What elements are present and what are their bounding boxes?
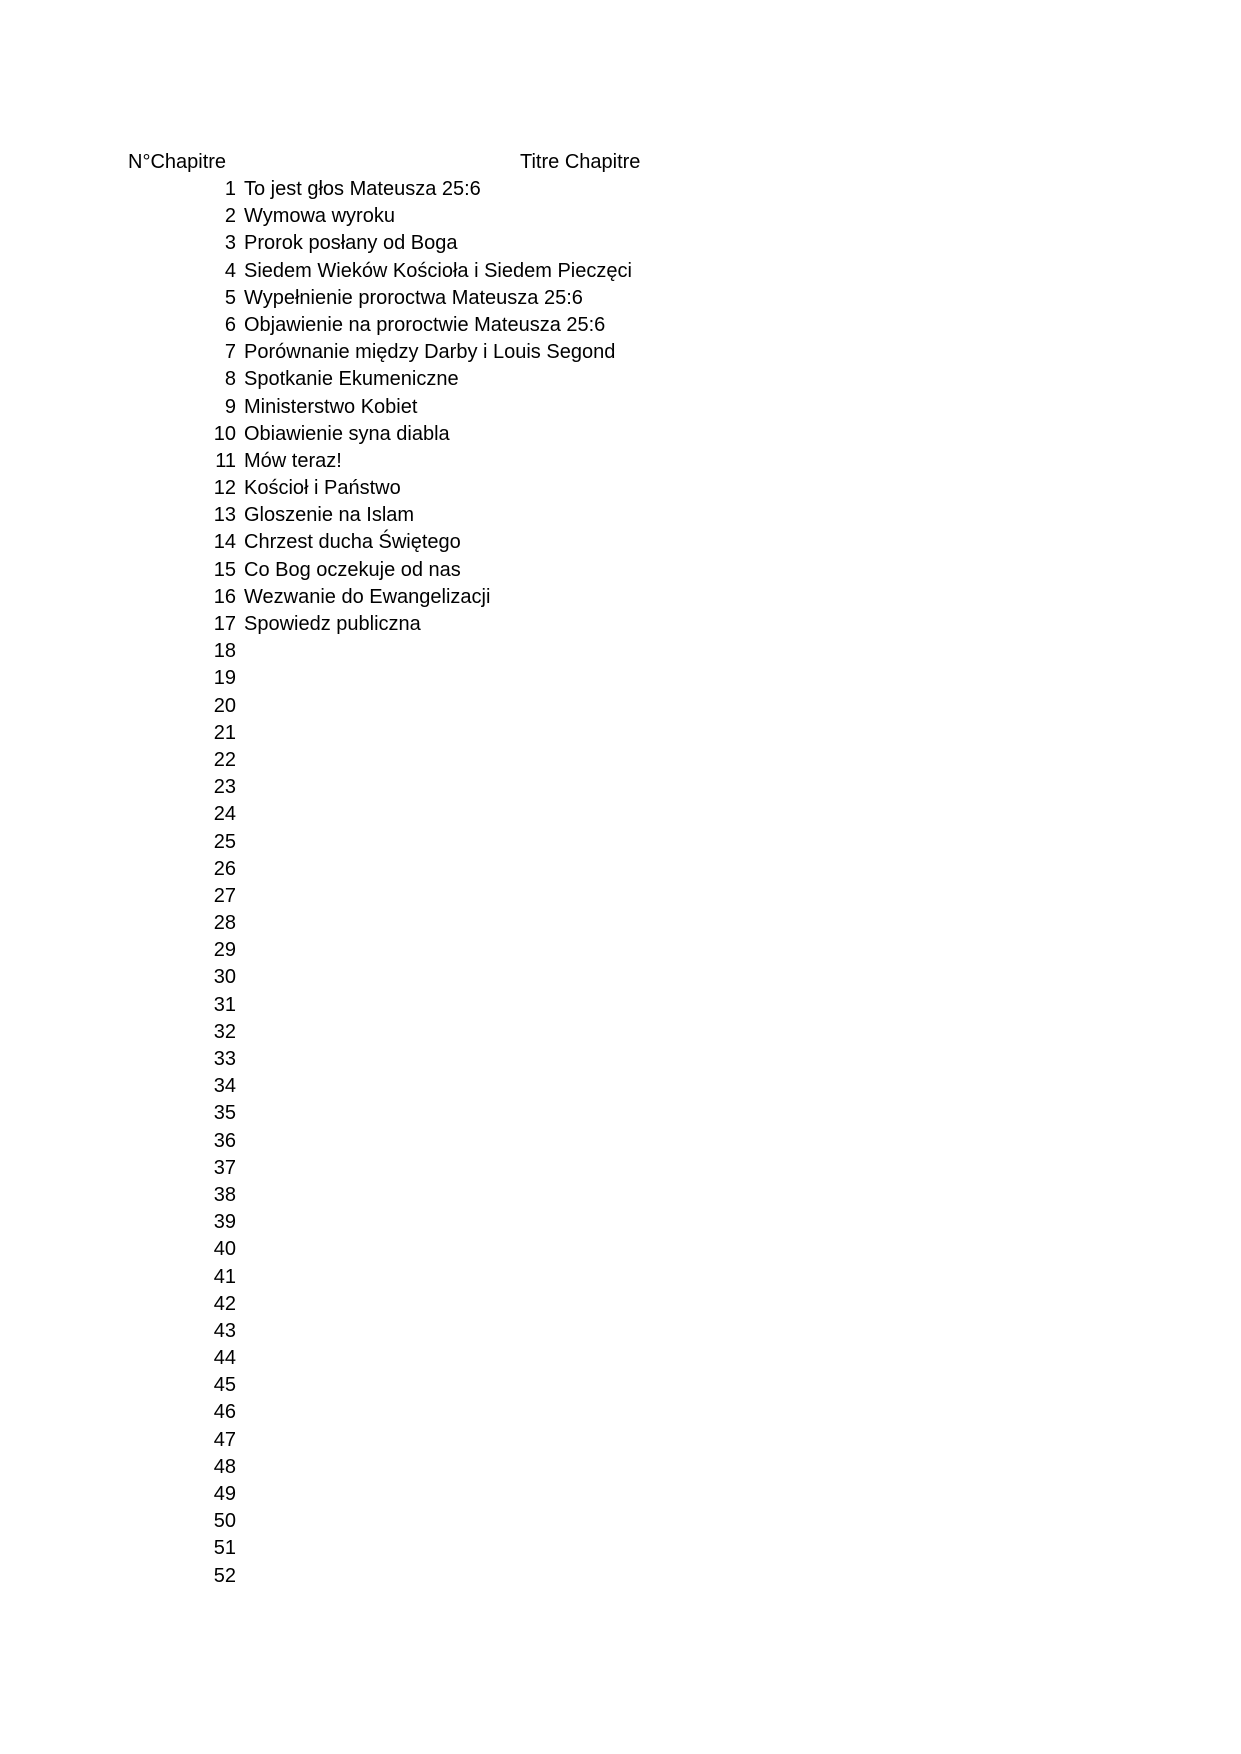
table-row [0,1535,1241,1562]
chapter-number: 51 [213,1537,236,1560]
table-row [0,774,1241,801]
table-row [0,720,1241,747]
chapter-number: 6 [224,313,236,336]
table-row [0,312,1241,339]
chapter-title: Ministerstwo Kobiet [244,395,418,418]
chapter-number: 9 [224,395,236,418]
chapter-number: 7 [224,341,236,364]
table-row [0,693,1241,720]
table-row [0,910,1241,937]
chapter-number: 47 [213,1428,236,1451]
chapter-number: 30 [213,966,236,989]
chapter-number: 39 [213,1211,236,1234]
header-row [0,149,1241,176]
chapter-title: Mów teraz! [244,449,342,472]
chapter-number: 23 [213,776,236,799]
table-row [0,856,1241,883]
chapter-number: 43 [213,1319,236,1342]
table-row [0,1046,1241,1073]
table-row [0,747,1241,774]
table-row [0,1563,1241,1590]
chapter-number: 14 [213,531,236,554]
table-row [0,339,1241,366]
chapter-number: 10 [213,422,236,445]
table-row [0,1372,1241,1399]
table-row [0,1155,1241,1182]
table-row [0,1073,1241,1100]
chapter-number-header: N°Chapitre [128,151,227,173]
table-row [0,1264,1241,1291]
chapter-number: 27 [213,884,236,907]
chapter-number: 13 [213,504,236,527]
chapter-title: Wypełnienie proroctwa Mateusza 25:6 [244,286,583,309]
table-row [0,584,1241,611]
table-row [0,992,1241,1019]
table-row [0,1209,1241,1236]
table-row [0,1481,1241,1508]
chapter-number: 36 [213,1129,236,1152]
chapter-number: 38 [213,1183,236,1206]
table-row [0,448,1241,475]
chapter-number: 18 [213,640,236,663]
chapter-title: Siedem Wieków Kościoła i Siedem Pieczęci [244,259,632,282]
table-row [0,1399,1241,1426]
table-row [0,557,1241,584]
table-row [0,502,1241,529]
chapter-number: 33 [213,1048,236,1070]
chapter-number: 3 [224,232,236,255]
table-row [0,1128,1241,1155]
table-row [0,529,1241,556]
chapter-title: Chrzest ducha Świętego [244,531,461,554]
chapter-number: 46 [213,1401,236,1424]
chapter-number: 4 [224,259,236,282]
table-row [0,638,1241,665]
chapter-number: 17 [213,613,236,635]
chapter-title-header: Titre Chapitre [520,151,641,173]
table-row [0,366,1241,393]
table-row [0,1100,1241,1127]
chapter-number: 25 [213,830,236,853]
table-row [0,394,1241,421]
chapter-title: Co Bog oczekuje od nas [244,558,461,581]
chapter-title: Spowiedz publiczna [244,613,421,635]
table-row [0,883,1241,910]
table-row [0,1182,1241,1209]
chapter-title: To jest głos Mateusza 25:6 [244,178,481,200]
chapter-title: Porównanie między Darby i Louis Segond [244,341,616,364]
chapter-number: 29 [213,939,236,962]
table-row [0,285,1241,312]
chapter-title: Spotkanie Ekumeniczne [244,368,459,391]
chapter-number: 2 [224,205,236,228]
chapter-number: 22 [213,748,236,771]
chapter-number: 45 [213,1374,236,1397]
table-row [0,1508,1241,1535]
table-row [0,475,1241,502]
chapter-number: 37 [213,1156,236,1179]
chapter-number: 49 [213,1483,236,1505]
table-row [0,1291,1241,1318]
table-row [0,1019,1241,1046]
table-row [0,258,1241,285]
chapter-number: 41 [213,1265,236,1288]
chapter-number: 20 [213,694,236,717]
table-row [0,203,1241,230]
chapter-title: Wymowa wyroku [244,205,395,228]
table-row [0,176,1241,203]
chapter-number: 32 [213,1020,236,1043]
table-row [0,665,1241,692]
chapter-number: 44 [213,1347,236,1370]
chapter-number: 11 [215,449,236,472]
chapter-number: 16 [213,585,236,608]
chapter-number: 48 [213,1455,236,1478]
table-row [0,1454,1241,1481]
chapter-number: 8 [224,368,236,391]
chapter-number: 24 [213,803,236,826]
chapter-number: 42 [213,1292,236,1315]
table-row [0,829,1241,856]
chapter-title: Wezwanie do Ewangelizacji [244,585,491,608]
table-row [0,1345,1241,1372]
chapter-number: 21 [213,721,236,744]
chapter-number: 28 [213,912,236,935]
table-row [0,1236,1241,1263]
chapter-number: 5 [224,286,236,309]
table-row [0,964,1241,991]
chapter-title: Kościoł i Państwo [244,477,401,500]
chapter-title: Gloszenie na Islam [244,504,415,527]
chapter-number: 26 [213,857,236,880]
table-row [0,801,1241,828]
chapter-title: Objawienie na proroctwie Mateusza 25:6 [244,313,606,336]
chapter-number: 34 [213,1075,236,1098]
chapter-number: 31 [213,993,236,1016]
chapter-number: 1 [224,178,236,200]
table-row [0,611,1241,638]
chapter-title: Obiawienie syna diabla [244,422,450,445]
chapter-list [0,176,1241,1590]
table-row [0,421,1241,448]
chapter-title: Prorok posłany od Boga [244,232,458,255]
chapter-number: 52 [213,1564,236,1587]
table-row [0,1318,1241,1345]
chapter-number: 19 [213,667,236,690]
chapter-number: 35 [213,1102,236,1125]
table-row [0,937,1241,964]
chapter-number: 12 [213,477,236,500]
chapter-number: 40 [213,1238,236,1261]
table-row [0,1427,1241,1454]
chapter-number: 15 [213,558,236,581]
chapter-number: 50 [213,1510,236,1533]
table-row [0,230,1241,257]
